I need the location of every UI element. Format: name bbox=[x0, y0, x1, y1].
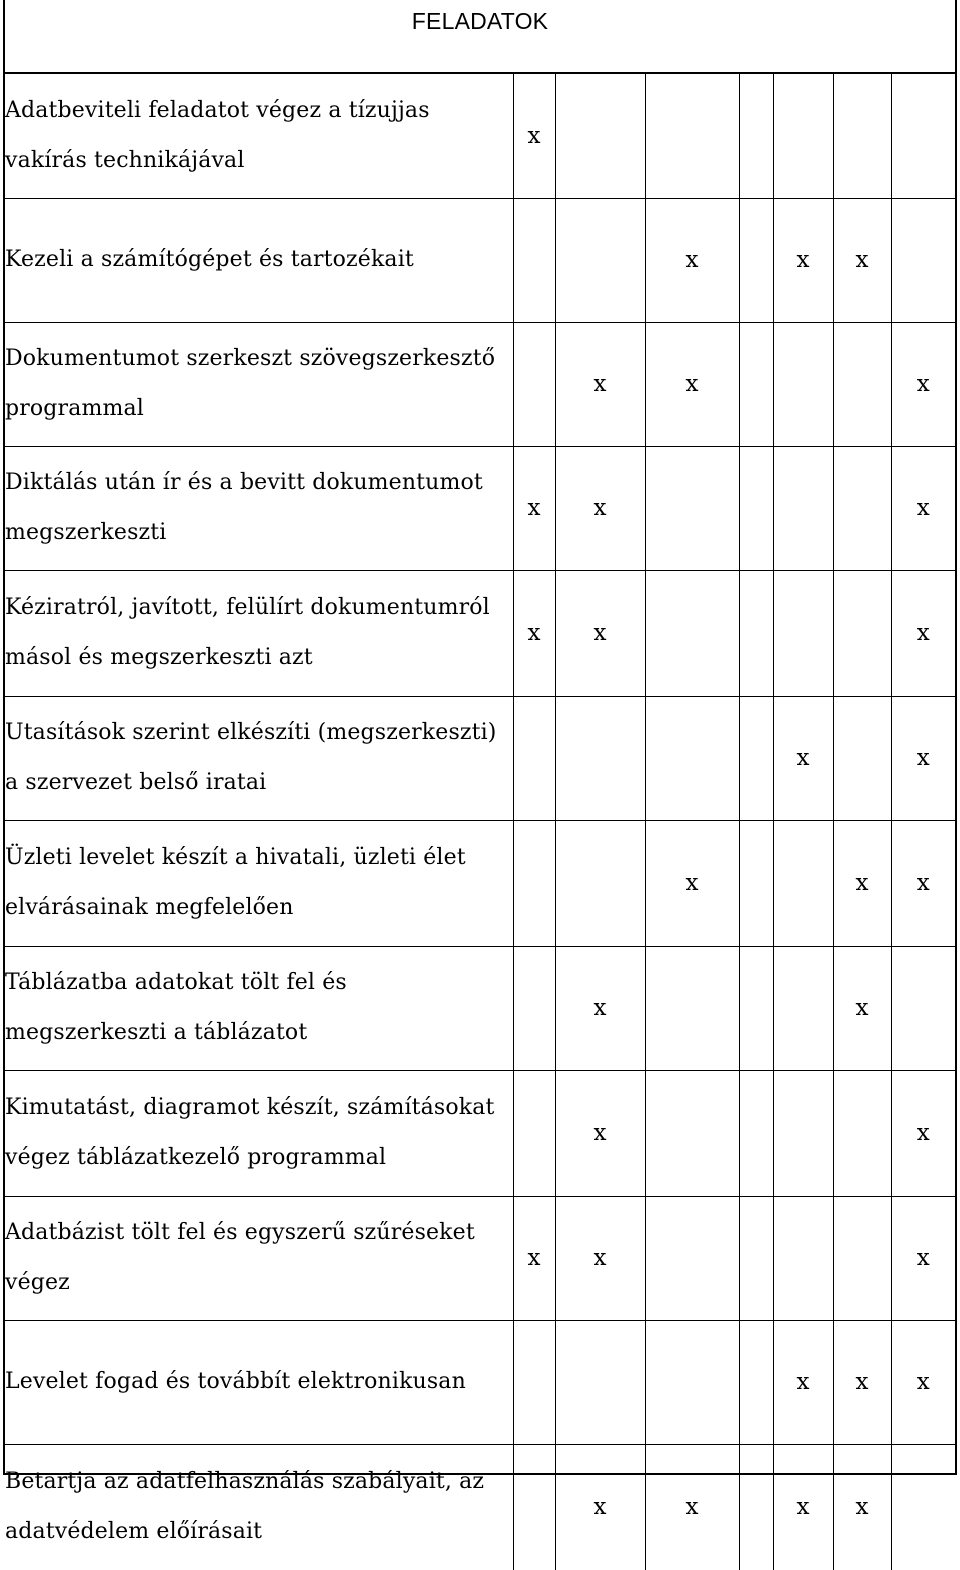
mark-cell bbox=[833, 446, 891, 570]
mark-cell: x bbox=[555, 322, 645, 446]
mark-cell bbox=[645, 1196, 739, 1320]
mark-cell bbox=[555, 74, 645, 198]
mark-cell bbox=[773, 570, 833, 696]
table-row bbox=[5, 322, 955, 446]
mark-cell: x bbox=[891, 322, 955, 446]
mark-cell: x bbox=[833, 820, 891, 946]
table-row bbox=[5, 198, 955, 322]
mark-cell: x bbox=[773, 1320, 833, 1444]
mark-cell: x bbox=[891, 820, 955, 946]
mark-cell: x bbox=[513, 74, 555, 198]
mark-cell bbox=[891, 946, 955, 1070]
mark-cell bbox=[773, 446, 833, 570]
mark-cell: x bbox=[773, 696, 833, 820]
mark-cell bbox=[833, 74, 891, 198]
mark-cell: x bbox=[645, 198, 739, 322]
task-cell: Táblázatba adatokat tölt fel és megszerkeszti a táblázatot bbox=[5, 946, 513, 1070]
mark-cell bbox=[645, 696, 739, 820]
table-row bbox=[5, 696, 955, 820]
mark-cell bbox=[739, 696, 773, 820]
mark-cell bbox=[833, 322, 891, 446]
header-row bbox=[5, 0, 955, 74]
table-row bbox=[5, 74, 955, 198]
mark-cell bbox=[739, 570, 773, 696]
mark-cell bbox=[645, 1070, 739, 1196]
mark-cell: x bbox=[773, 198, 833, 322]
task-cell: Kezeli a számítógépet és tartozékait bbox=[5, 198, 513, 322]
mark-cell: x bbox=[555, 446, 645, 570]
mark-cell bbox=[739, 820, 773, 946]
mark-cell: x bbox=[891, 1070, 955, 1196]
mark-cell bbox=[645, 446, 739, 570]
mark-cell: x bbox=[891, 1196, 955, 1320]
page-title: FELADATOK bbox=[411, 8, 549, 34]
mark-cell bbox=[773, 1070, 833, 1196]
task-cell: Kéziratról, javított, felülírt dokumentumról másol és megszerkeszti azt bbox=[5, 570, 513, 696]
mark-cell bbox=[773, 74, 833, 198]
mark-cell: x bbox=[555, 1070, 645, 1196]
mark-cell bbox=[513, 1320, 555, 1444]
mark-cell bbox=[773, 322, 833, 446]
mark-cell bbox=[833, 570, 891, 696]
document-page bbox=[3, 0, 957, 1545]
mark-cell bbox=[555, 1320, 645, 1444]
mark-cell bbox=[513, 696, 555, 820]
mark-cell bbox=[513, 1070, 555, 1196]
mark-cell bbox=[513, 322, 555, 446]
mark-cell: x bbox=[513, 570, 555, 696]
mark-cell: x bbox=[555, 570, 645, 696]
mark-cell bbox=[513, 198, 555, 322]
mark-cell bbox=[513, 820, 555, 946]
mark-cell bbox=[739, 322, 773, 446]
mark-cell: x bbox=[891, 696, 955, 820]
mark-cell bbox=[739, 74, 773, 198]
mark-cell bbox=[739, 1444, 773, 1570]
table-row bbox=[5, 1444, 955, 1570]
mark-cell bbox=[773, 1196, 833, 1320]
mark-cell bbox=[513, 946, 555, 1070]
mark-cell: x bbox=[645, 820, 739, 946]
mark-cell: x bbox=[773, 1444, 833, 1570]
mark-cell: x bbox=[891, 570, 955, 696]
mark-cell bbox=[513, 1444, 555, 1570]
task-cell: Betartja az adatfelhasználás szabályait, az adatvédelem előírásait bbox=[5, 1444, 513, 1570]
mark-cell bbox=[891, 1444, 955, 1570]
mark-cell: x bbox=[891, 1320, 955, 1444]
mark-cell: x bbox=[891, 446, 955, 570]
task-cell: Levelet fogad és továbbít elektronikusan bbox=[5, 1320, 513, 1444]
mark-cell bbox=[739, 946, 773, 1070]
mark-cell bbox=[773, 820, 833, 946]
mark-cell bbox=[833, 1070, 891, 1196]
mark-cell: x bbox=[513, 446, 555, 570]
mark-cell: x bbox=[645, 322, 739, 446]
task-cell: Diktálás után ír és a bevitt dokumentumot megszerkeszti bbox=[5, 446, 513, 570]
task-cell: Utasítások szerint elkészíti (megszerkeszti) a szervezet belső iratai bbox=[5, 696, 513, 820]
mark-cell bbox=[739, 1070, 773, 1196]
mark-cell bbox=[645, 946, 739, 1070]
mark-cell bbox=[555, 696, 645, 820]
mark-cell bbox=[773, 946, 833, 1070]
mark-cell: x bbox=[645, 1444, 739, 1570]
mark-cell bbox=[891, 198, 955, 322]
mark-cell bbox=[739, 198, 773, 322]
mark-cell: x bbox=[555, 1444, 645, 1570]
mark-cell bbox=[891, 74, 955, 198]
task-cell: Adatbeviteli feladatot végez a tízujjas vakírás technikájával bbox=[5, 74, 513, 198]
table-row bbox=[5, 1196, 955, 1320]
mark-cell bbox=[739, 1196, 773, 1320]
task-cell: Üzleti levelet készít a hivatali, üzleti élet elvárásainak megfelelően bbox=[5, 820, 513, 946]
mark-cell: x bbox=[833, 1444, 891, 1570]
mark-cell: x bbox=[833, 1320, 891, 1444]
mark-cell: x bbox=[555, 946, 645, 1070]
mark-cell: x bbox=[833, 946, 891, 1070]
table-row bbox=[5, 570, 955, 696]
mark-cell bbox=[833, 696, 891, 820]
tasks-table bbox=[5, 74, 955, 1570]
mark-cell bbox=[739, 1320, 773, 1444]
table-row bbox=[5, 1070, 955, 1196]
table-row bbox=[5, 1320, 955, 1444]
mark-cell bbox=[645, 74, 739, 198]
mark-cell bbox=[739, 446, 773, 570]
mark-cell bbox=[833, 1196, 891, 1320]
mark-cell bbox=[645, 1320, 739, 1444]
mark-cell bbox=[645, 570, 739, 696]
table-row bbox=[5, 446, 955, 570]
table-row bbox=[5, 946, 955, 1070]
task-cell: Adatbázist tölt fel és egyszerű szűréseket végez bbox=[5, 1196, 513, 1320]
task-cell: Dokumentumot szerkeszt szövegszerkesztő programmal bbox=[5, 322, 513, 446]
table-row bbox=[5, 820, 955, 946]
mark-cell bbox=[555, 198, 645, 322]
mark-cell: x bbox=[513, 1196, 555, 1320]
mark-cell: x bbox=[833, 198, 891, 322]
mark-cell: x bbox=[555, 1196, 645, 1320]
task-cell: Kimutatást, diagramot készít, számításokat végez táblázatkezelő programmal bbox=[5, 1070, 513, 1196]
mark-cell bbox=[555, 820, 645, 946]
